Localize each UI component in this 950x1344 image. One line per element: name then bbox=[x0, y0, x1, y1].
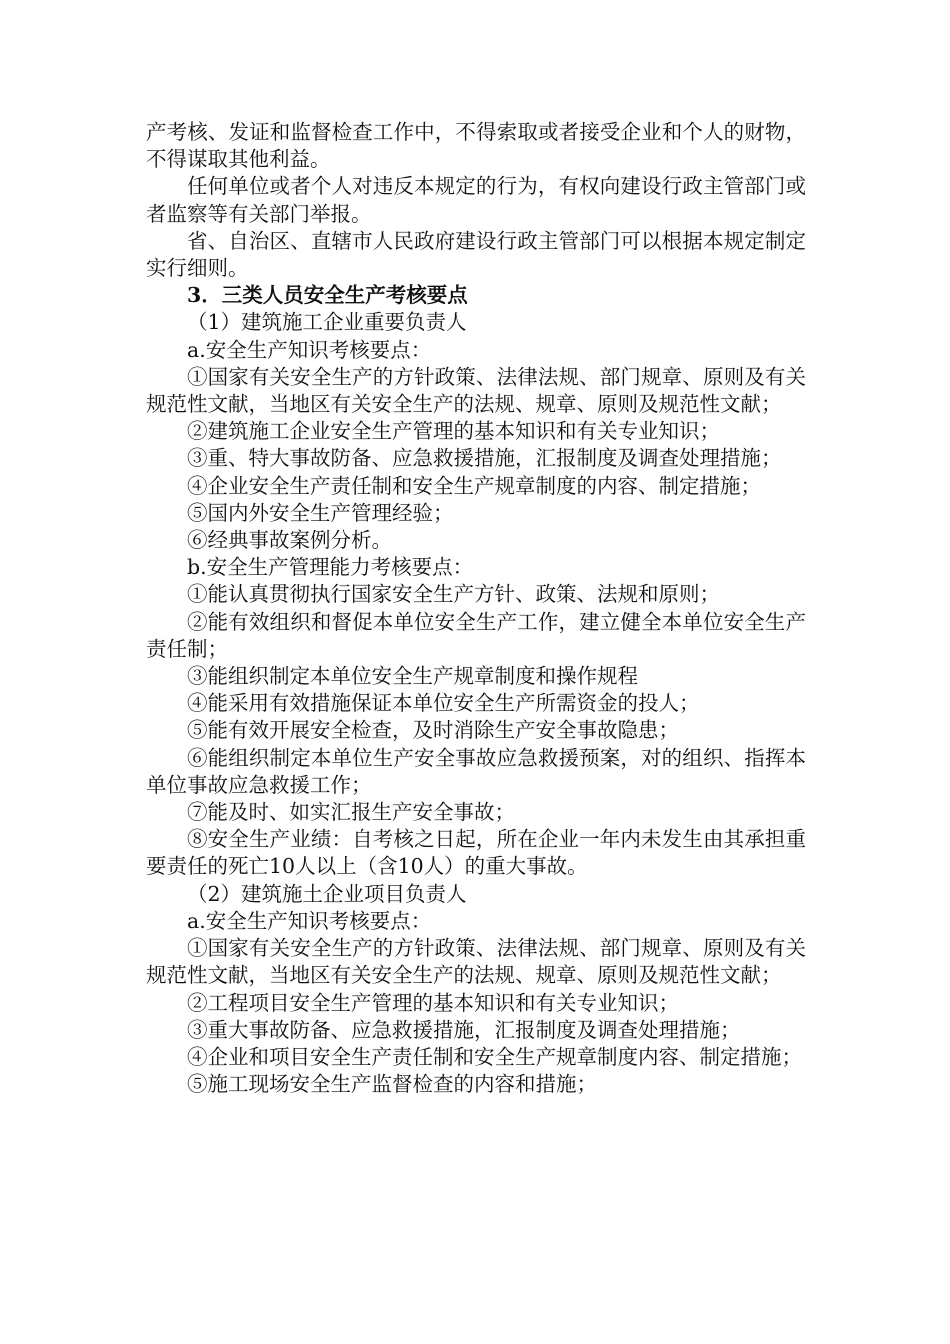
subsection-heading: （1）建筑施工企业重要负责人 bbox=[187, 310, 467, 335]
paragraph: 省、自治区、直辖市人民政府建设行政主管部门可以根据本规定制定实行细则。 bbox=[146, 228, 806, 281]
list-item: ⑧安全生产业绩：自考核之日起，所在企业一年内未发生由其承担重要责任的死亡10人以上（含10人）的重大事故。 bbox=[146, 827, 806, 879]
list-item: ③重、特大事故防备、应急救援措施，汇报制度及调查处理措施； bbox=[187, 446, 782, 471]
list-item: ⑤能有效开展安全检查，及时消除生产安全事故隐患； bbox=[187, 718, 679, 743]
section-heading: 3．三类人员安全生产考核要点 bbox=[187, 283, 468, 308]
paragraph: 产考核、发证和监督检查工作中，不得索取或者接受企业和个人的财物，不得谋取其他利益。 bbox=[146, 120, 806, 172]
list-heading: a.安全生产知识考核要点： bbox=[187, 337, 432, 362]
list-item: ①国家有关安全生产的方针政策、法律法规、部门规章、原则及有关规范性文献，当地区有关安全生产的法规、规章、原则及规范性文献； bbox=[146, 364, 806, 417]
list-item: ③重大事故防备、应急救援措施，汇报制度及调查处理措施； bbox=[187, 1017, 741, 1042]
list-item: ②建筑施工企业安全生产管理的基本知识和有关专业知识； bbox=[187, 419, 720, 444]
list-item: ④企业和项目安全生产责任制和安全生产规章制度内容、制定措施； bbox=[187, 1044, 802, 1069]
list-item: ⑥经典事故案例分析。 bbox=[187, 528, 392, 553]
list-item: ⑥能组织制定本单位生产安全事故应急救援预案，对的组织、指挥本单位事故应急救援工作； bbox=[146, 745, 806, 797]
list-item: ②工程项目安全生产管理的基本知识和有关专业知识； bbox=[187, 990, 679, 1015]
list-heading: a.安全生产知识考核要点： bbox=[187, 908, 432, 933]
document-body bbox=[146, 119, 806, 1098]
list-item: ①国家有关安全生产的方针政策、法律法规、部门规章、原则及有关规范性文献，当地区有关安全生产的法规、规章、原则及规范性文献； bbox=[146, 936, 806, 988]
list-item: ⑦能及时、如实汇报生产安全事故； bbox=[187, 800, 515, 825]
subsection-heading: （2）建筑施土企业项目负责人 bbox=[187, 881, 467, 906]
list-item: ④能采用有效措施保证本单位安全生产所需资金的投人； bbox=[187, 691, 700, 716]
list-item: ⑤国内外安全生产管理经验； bbox=[187, 500, 454, 525]
list-item: ⑤施工现场安全生产监督检查的内容和措施； bbox=[187, 1072, 597, 1097]
list-item: ②能有效组织和督促本单位安全生产工作，建立健全本单位安全生产责任制； bbox=[146, 609, 806, 661]
list-item: ④企业安全生产责任制和安全生产规章制度的内容、制定措施； bbox=[187, 473, 761, 498]
list-item: ①能认真贯彻执行国家安全生产方针、政策、法规和原则； bbox=[187, 582, 720, 607]
list-heading: b.安全生产管理能力考核要点： bbox=[187, 555, 474, 580]
paragraph: 任何单位或者个人对违反本规定的行为，有权向建设行政主管部门或者监察等有关部门举报。 bbox=[146, 174, 806, 226]
list-item: ③能组织制定本单位安全生产规章制度和操作规程 bbox=[187, 664, 638, 689]
